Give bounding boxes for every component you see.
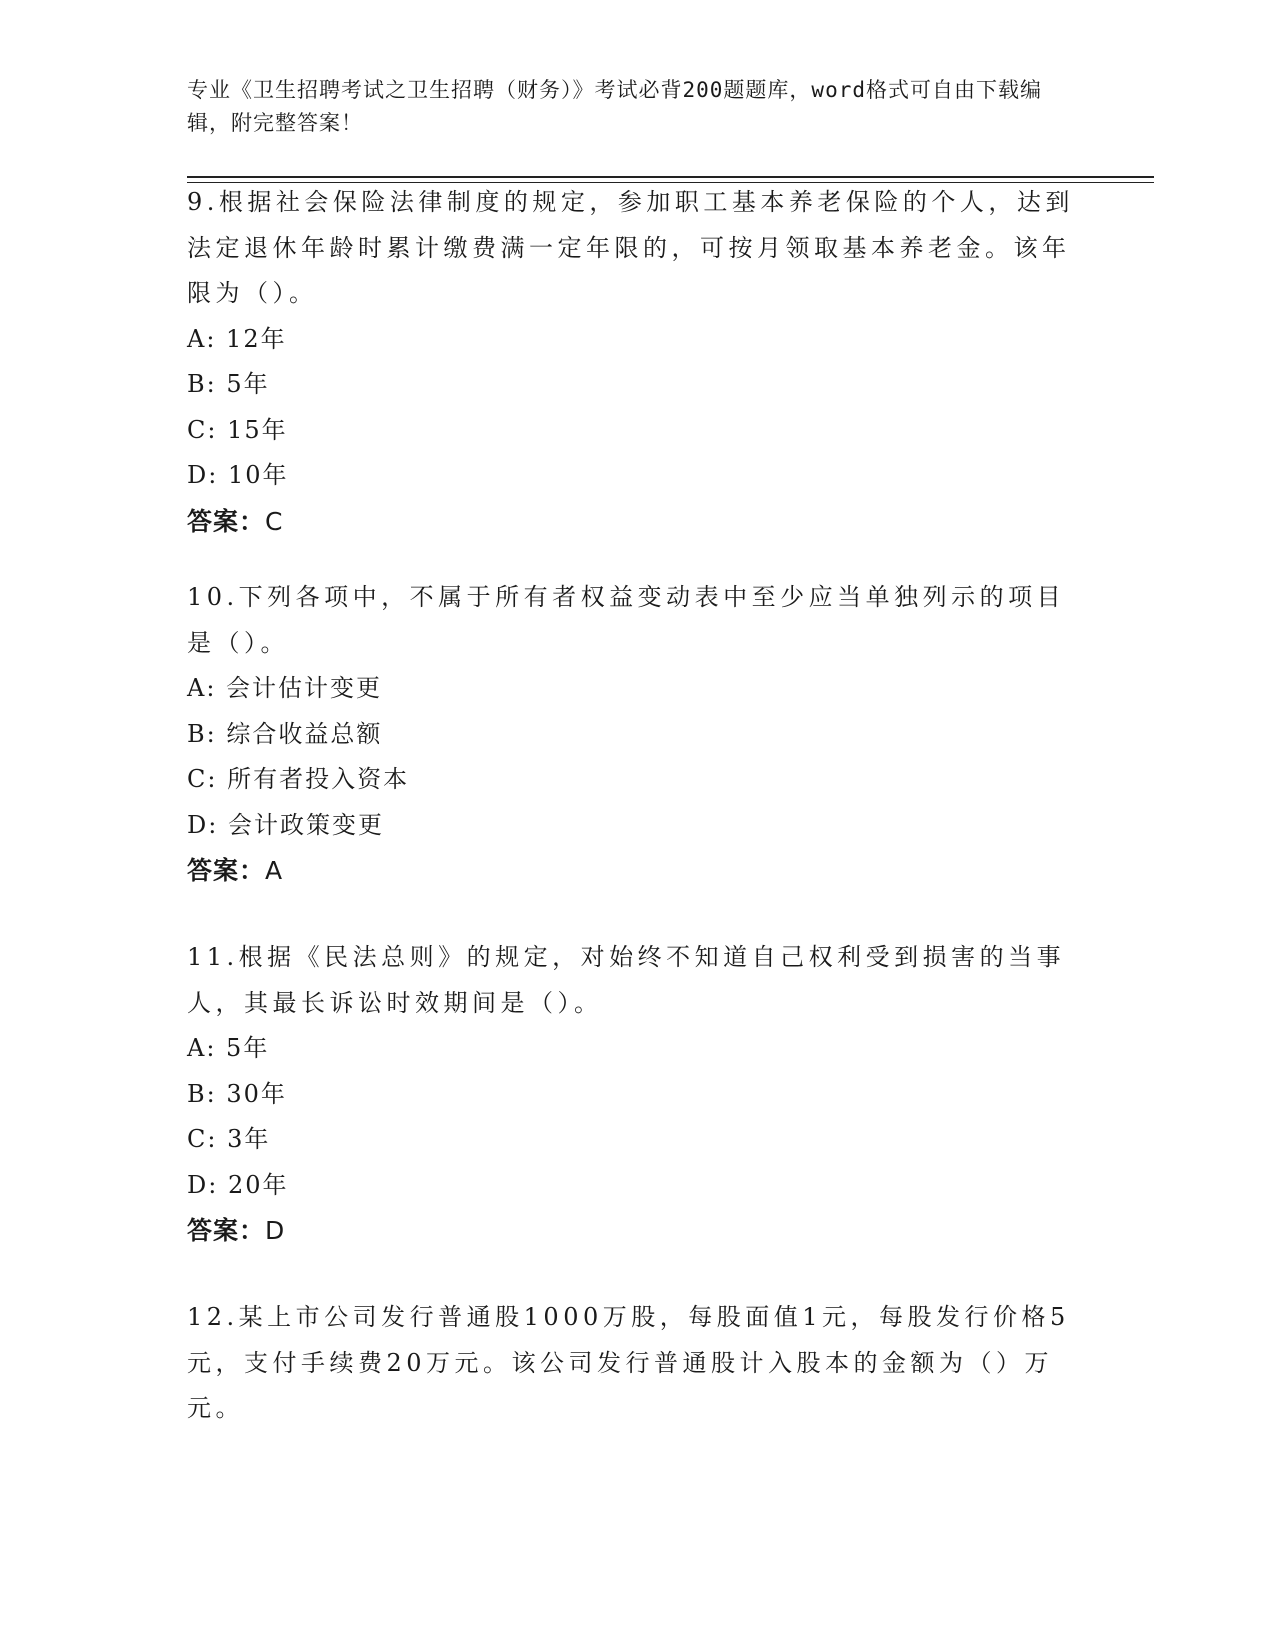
question-text: 12.某上市公司发行普通股1000万股，每股面值1元，每股发行价格5元，支付手续费20万元。该公司发行普通股计入股本的金额为（）万元。 [187,1303,1070,1422]
option-b: B: 综合收益总额 [187,719,383,748]
answer-value: A [265,856,284,885]
document-header: 专业《卫生招聘考试之卫生招聘（财务）》考试必背200题题库，word格式可自由下载编辑，附完整答案！ [187,78,1042,135]
question-text: 10.下列各项中，不属于所有者权益变动表中至少应当单独列示的项目是（）。 [187,583,1066,657]
option-d: D: 10年 [187,461,289,489]
option-c: C: 所有者投入资本 [187,765,410,793]
question-11 [187,935,1087,1254]
option-c: C: 3年 [187,1125,271,1153]
header-divider-thick [187,176,1154,178]
answer-line [187,499,1087,545]
question-9 [187,180,1087,544]
option-b: B: 5年 [187,370,270,398]
answer-label: 答案： [187,506,266,536]
option-b: B: 30年 [187,1079,287,1108]
option-a: A: 12年 [187,324,287,353]
answer-line [187,1208,1087,1254]
option-d: D: 20年 [187,1170,289,1199]
question-text: 9.根据社会保险法律制度的规定，参加职工基本养老保险的个人，达到法定退休年龄时累计缴费满一定年限的，可按月领取基本养老金。该年限为（）。 [187,188,1074,307]
question-10 [187,575,1087,894]
option-a: A: 5年 [187,1034,270,1062]
question-text: 11.根据《民法总则》的规定，对始终不知道自己权利受到损害的当事人，其最长诉讼时效期间是（）。 [187,943,1066,1017]
option-c: C: 15年 [187,415,288,444]
answer-label: 答案： [187,856,266,885]
option-a: A: 会计估计变更 [187,674,383,702]
option-d: D: 会计政策变更 [187,810,384,839]
answer-value: C [265,506,284,536]
answer-line [187,848,1087,894]
answer-value: D [265,1216,286,1245]
question-12 [187,1295,1087,1432]
answer-label: 答案： [187,1216,266,1245]
